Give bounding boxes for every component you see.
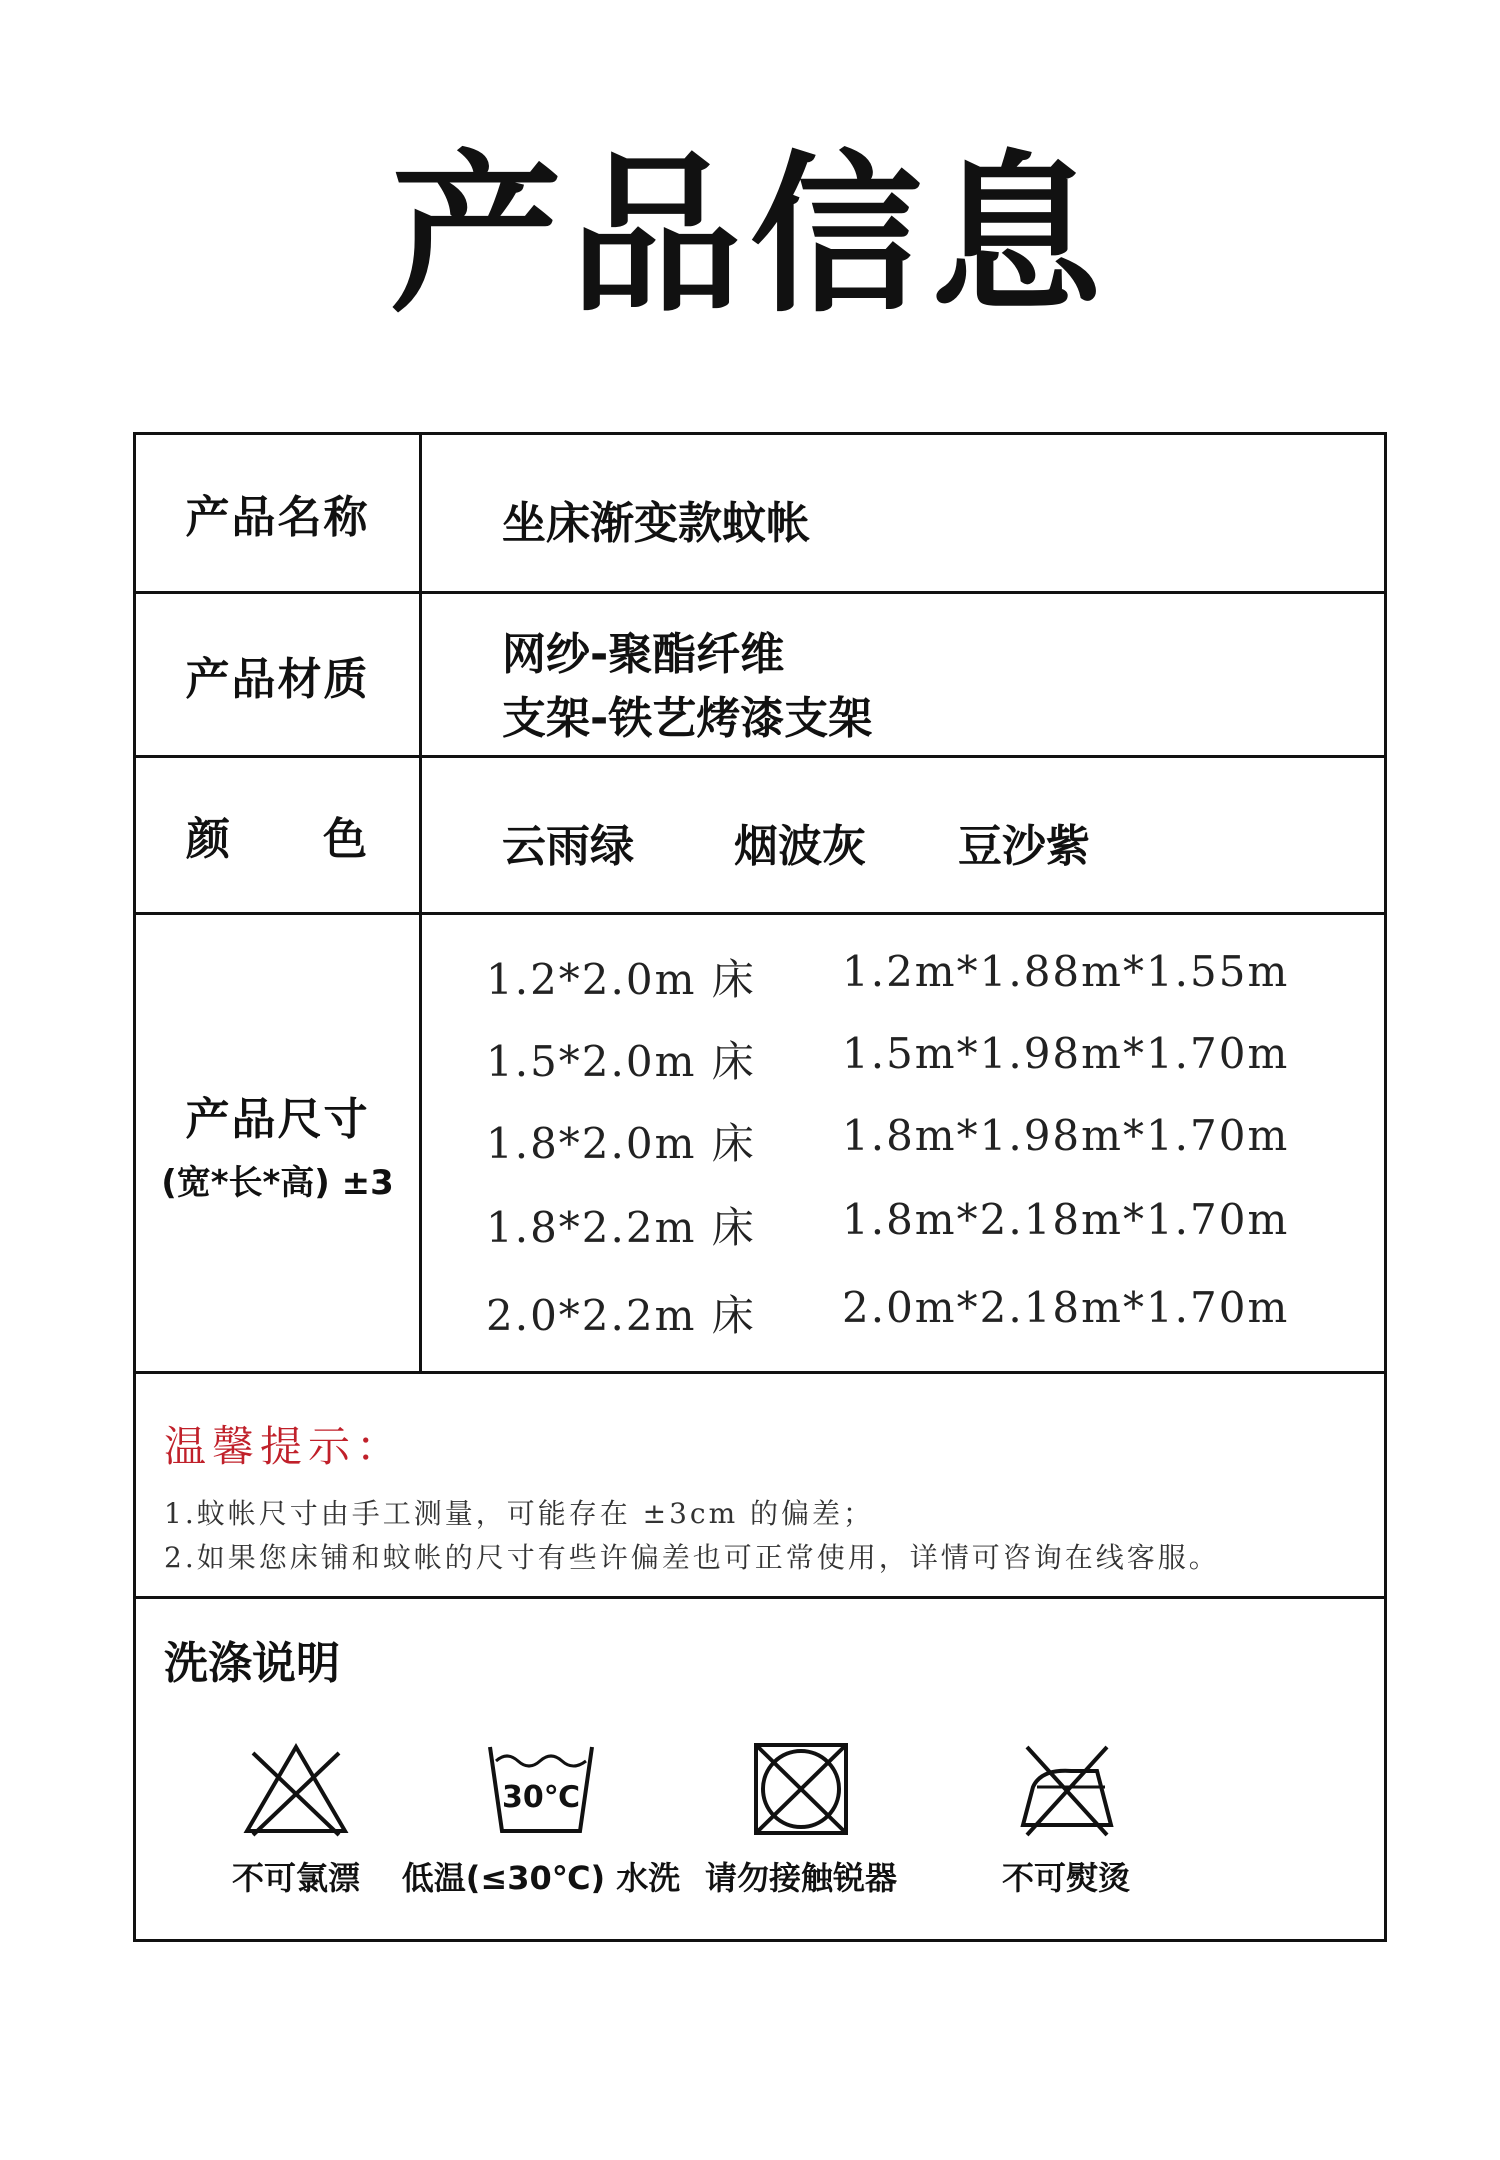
label-size-cell bbox=[136, 915, 422, 1371]
care-no-iron bbox=[906, 1739, 1226, 1899]
value-product-name: 坐床渐变款蚊帐 bbox=[502, 498, 810, 549]
material-line: 支架-铁艺烤漆支架 bbox=[502, 693, 873, 744]
value-color-cell bbox=[422, 758, 1384, 912]
label-color-char-2: 色 bbox=[323, 814, 369, 865]
size-dims: 1.8m*1.98m*1.70m bbox=[842, 1111, 1290, 1160]
label-size: 产品尺寸 bbox=[185, 1093, 370, 1145]
material-line: 网纱-聚酯纤维 bbox=[502, 629, 785, 680]
row-tips bbox=[136, 1374, 1384, 1599]
size-bed: 1.5*2.0m 床 bbox=[486, 1037, 756, 1086]
size-dims: 2.0m*2.18m*1.70m bbox=[842, 1283, 1290, 1332]
value-product-name-cell bbox=[422, 435, 1384, 591]
row-material bbox=[136, 594, 1384, 758]
label-color-char-1: 颜 bbox=[186, 814, 232, 865]
tips-title: 温馨提示： bbox=[164, 1422, 405, 1471]
value-material-cell bbox=[422, 594, 1384, 755]
color-option: 豆沙紫 bbox=[958, 821, 1090, 872]
label-color bbox=[136, 758, 422, 912]
label-material: 产品材质 bbox=[136, 594, 422, 755]
row-washing bbox=[136, 1599, 1384, 1939]
care-label: 低温(≤30℃) 水洗 bbox=[401, 1859, 681, 1897]
care-label: 不可熨烫 bbox=[1001, 1859, 1130, 1897]
tips-line: 1.蚊帐尺寸由手工测量，可能存在 ±3cm 的偏差； bbox=[164, 1497, 875, 1530]
no-sharp-objects-icon bbox=[746, 1739, 856, 1839]
size-bed: 1.8*2.0m 床 bbox=[486, 1119, 756, 1168]
label-size-sub: (宽*长*高) ±3 bbox=[161, 1162, 394, 1203]
row-size bbox=[136, 915, 1384, 1374]
row-product-name bbox=[136, 435, 1384, 594]
size-bed: 1.8*2.2m 床 bbox=[486, 1203, 756, 1252]
color-option: 烟波灰 bbox=[734, 821, 866, 872]
size-bed: 1.2*2.0m 床 bbox=[486, 955, 756, 1004]
size-dims: 1.8m*2.18m*1.70m bbox=[842, 1195, 1290, 1244]
wash-30-icon bbox=[486, 1739, 596, 1839]
value-size-cell bbox=[422, 915, 1384, 1371]
product-info-table bbox=[133, 432, 1387, 1942]
care-label: 请勿接触锐器 bbox=[704, 1859, 897, 1897]
washing-title: 洗涤说明 bbox=[164, 1638, 340, 1689]
size-bed: 2.0*2.2m 床 bbox=[486, 1291, 756, 1340]
wash-temp-text: 30℃ bbox=[501, 1780, 581, 1815]
care-label: 不可氯漂 bbox=[231, 1859, 360, 1897]
tips-line: 2.如果您床铺和蚊帐的尺寸有些许偏差也可正常使用，详情可咨询在线客服。 bbox=[164, 1541, 1220, 1574]
label-product-name: 产品名称 bbox=[136, 435, 422, 591]
page-title: 产品信息 bbox=[390, 135, 1110, 336]
no-bleach-icon bbox=[241, 1739, 351, 1839]
no-iron-icon bbox=[1011, 1739, 1121, 1839]
size-dims: 1.2m*1.88m*1.55m bbox=[842, 947, 1290, 996]
color-option: 云雨绿 bbox=[502, 821, 634, 872]
row-color bbox=[136, 758, 1384, 915]
size-dims: 1.5m*1.98m*1.70m bbox=[842, 1029, 1290, 1078]
